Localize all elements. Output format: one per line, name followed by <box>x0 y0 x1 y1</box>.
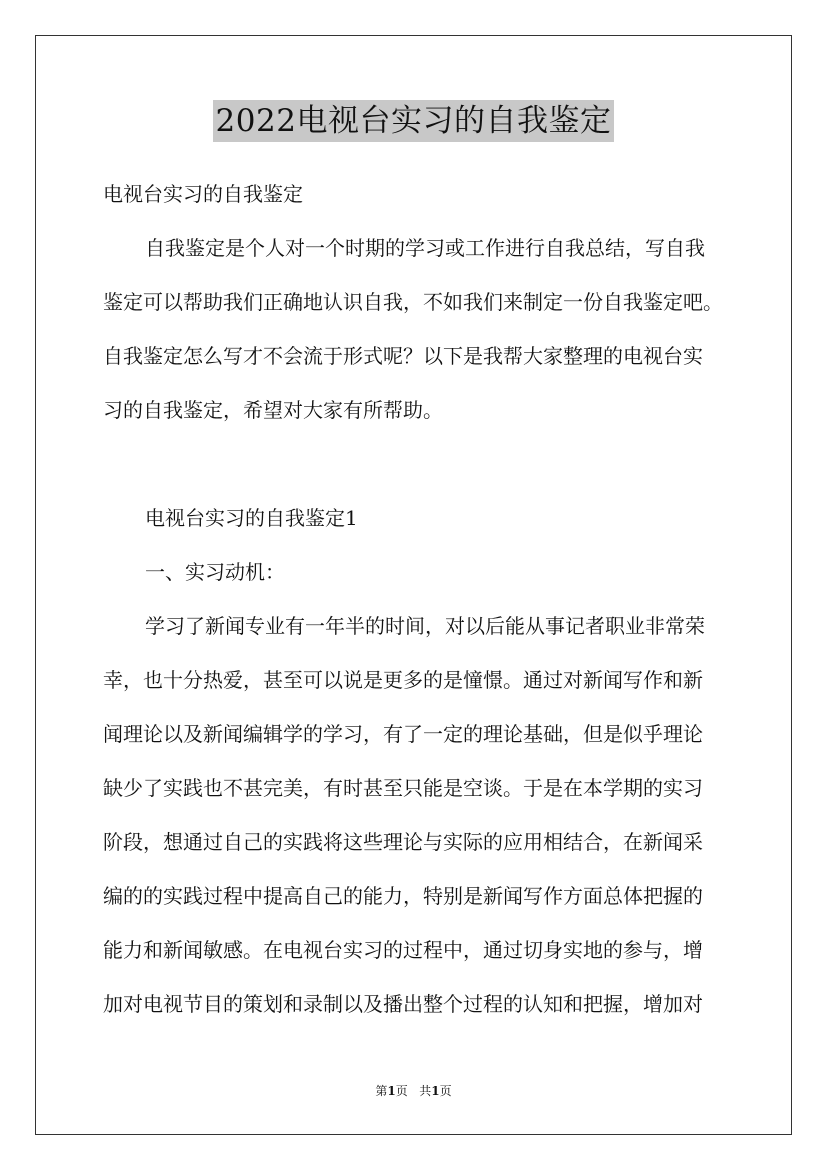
intro-line: 习的自我鉴定，希望对大家有所帮助。 <box>103 398 443 422</box>
body-line: 编的的实践过程中提高自己的能力，特别是新闻写作方面总体把握的 <box>103 884 703 908</box>
body-line: 能力和新闻敏感。在电视台实习的过程中，通过切身实地的参与，增 <box>103 938 703 962</box>
document-subtitle: 电视台实习的自我鉴定 <box>103 182 303 206</box>
page-prefix: 第 <box>375 1084 388 1098</box>
page-suffix: 页 <box>395 1084 408 1098</box>
section-heading: 电视台实习的自我鉴定1 <box>145 506 358 530</box>
body-line: 缺少了实践也不甚完美，有时甚至只能是空谈。于是在本学期的实习 <box>103 776 703 800</box>
title-container <box>0 100 827 142</box>
body-line: 加对电视节目的策划和录制以及播出整个过程的认知和把握，增加对 <box>103 992 703 1016</box>
intro-line: 鉴定可以帮助我们正确地认识自我，不如我们来制定一份自我鉴定吧。 <box>103 290 723 314</box>
document-title: 2022电视台实习的自我鉴定 <box>213 100 615 142</box>
intro-line: 自我鉴定是个人对一个时期的学习或工作进行自我总结，写自我 <box>145 236 705 260</box>
total-pages: 1 <box>431 1084 440 1098</box>
subsection-heading: 一、实习动机： <box>145 560 285 584</box>
total-suffix: 页 <box>439 1084 452 1098</box>
body-line: 阶段，想通过自己的实践将这些理论与实际的应用相结合，在新闻采 <box>103 830 703 854</box>
body-line: 学习了新闻专业有一年半的时间，对以后能从事记者职业非常荣 <box>145 614 705 638</box>
page-footer <box>0 1083 827 1099</box>
body-line: 闻理论以及新闻编辑学的学习，有了一定的理论基础，但是似乎理论 <box>103 722 703 746</box>
total-prefix: 共 <box>419 1084 432 1098</box>
body-line: 幸，也十分热爱，甚至可以说是更多的是憧憬。通过对新闻写作和新 <box>103 668 703 692</box>
intro-line: 自我鉴定怎么写才不会流于形式呢？以下是我帮大家整理的电视台实 <box>103 344 703 368</box>
page-number: 1 <box>387 1084 396 1098</box>
